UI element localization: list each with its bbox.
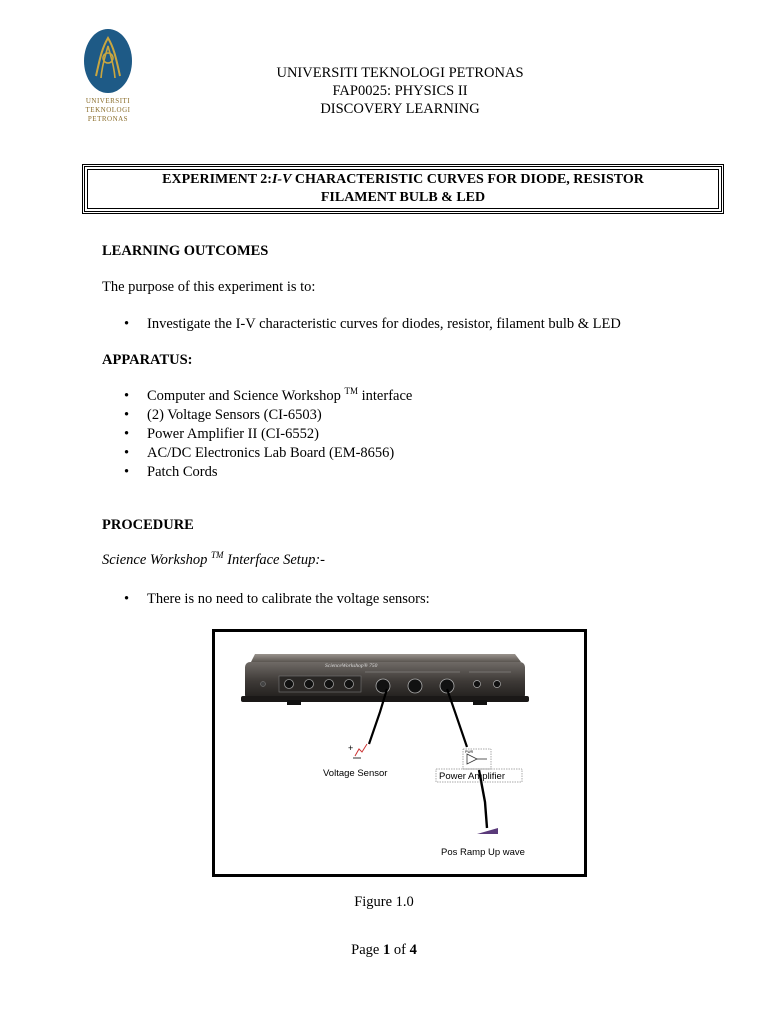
experiment-title-box <box>82 164 724 214</box>
learning-outcomes-intro: The purpose of this experiment is to: <box>102 279 316 295</box>
procedure-list <box>102 590 722 609</box>
voltage-sensor-icon <box>348 743 367 758</box>
figure-1-frame <box>212 629 587 877</box>
ramp-wave-icon <box>477 828 498 834</box>
list-item: • Patch Cords <box>102 463 722 482</box>
university-logo <box>80 28 136 128</box>
course-code: FAP0025: PHYSICS II <box>332 83 468 99</box>
figure-caption: Figure 1.0 <box>354 894 414 910</box>
logo-text-line3: PETRONAS <box>87 115 129 123</box>
ramp-wave-label: Pos Ramp Up wave <box>441 847 525 858</box>
list-item: • Investigate the I-V characteristic curves for diodes, resistor, filament bulb & LED <box>102 315 722 334</box>
svg-text:PWR: PWR <box>465 750 474 754</box>
page-number: 1 <box>382 942 391 958</box>
voltage-sensor-label: Voltage Sensor <box>323 768 388 779</box>
logo-text-line2: TEKNOLOGI <box>85 106 131 114</box>
list-item: • AC/DC Electronics Lab Board (EM-8656) <box>102 444 722 463</box>
list-item: • Computer and Science Workshop ™ interface <box>102 387 722 406</box>
procedure-heading: PROCEDURE <box>102 517 194 533</box>
list-item: • (2) Voltage Sensors (CI-6503) <box>102 406 722 425</box>
learning-outcomes-list <box>102 315 722 334</box>
program-name: DISCOVERY LEARNING <box>320 101 480 117</box>
list-item: • There is no need to calibrate the voltage sensors: <box>102 590 722 609</box>
apparatus-heading: APPARATUS: <box>102 352 193 368</box>
page-total: 4 <box>409 942 417 958</box>
learning-outcomes-heading: LEARNING OUTCOMES <box>102 243 269 259</box>
interface-diagram <box>215 632 584 874</box>
list-item: • Power Amplifier II (CI-6552) <box>102 425 722 444</box>
experiment-title-line1: EXPERIMENT 2:I-V CHARACTERISTIC CURVES FOR DIODE, RESISTOR <box>162 172 644 187</box>
experiment-title-line2: FILAMENT BULB & LED <box>320 190 486 205</box>
page-footer: Page 1 of 4 <box>351 942 417 958</box>
procedure-subheading: Science Workshop ™ Interface Setup:- <box>102 550 325 568</box>
apparatus-list <box>102 387 722 482</box>
logo-text-line1: UNIVERSITI <box>85 97 131 105</box>
svg-text:+: + <box>348 743 354 753</box>
power-amplifier-label: Power Amplifier <box>439 771 505 782</box>
device-brand-label: ScienceWorkshop® 750 <box>325 663 378 669</box>
document-header <box>200 64 600 118</box>
power-amplifier-icon <box>463 749 491 769</box>
university-name: UNIVERSITI TEKNOLOGI PETRONAS <box>276 65 524 81</box>
